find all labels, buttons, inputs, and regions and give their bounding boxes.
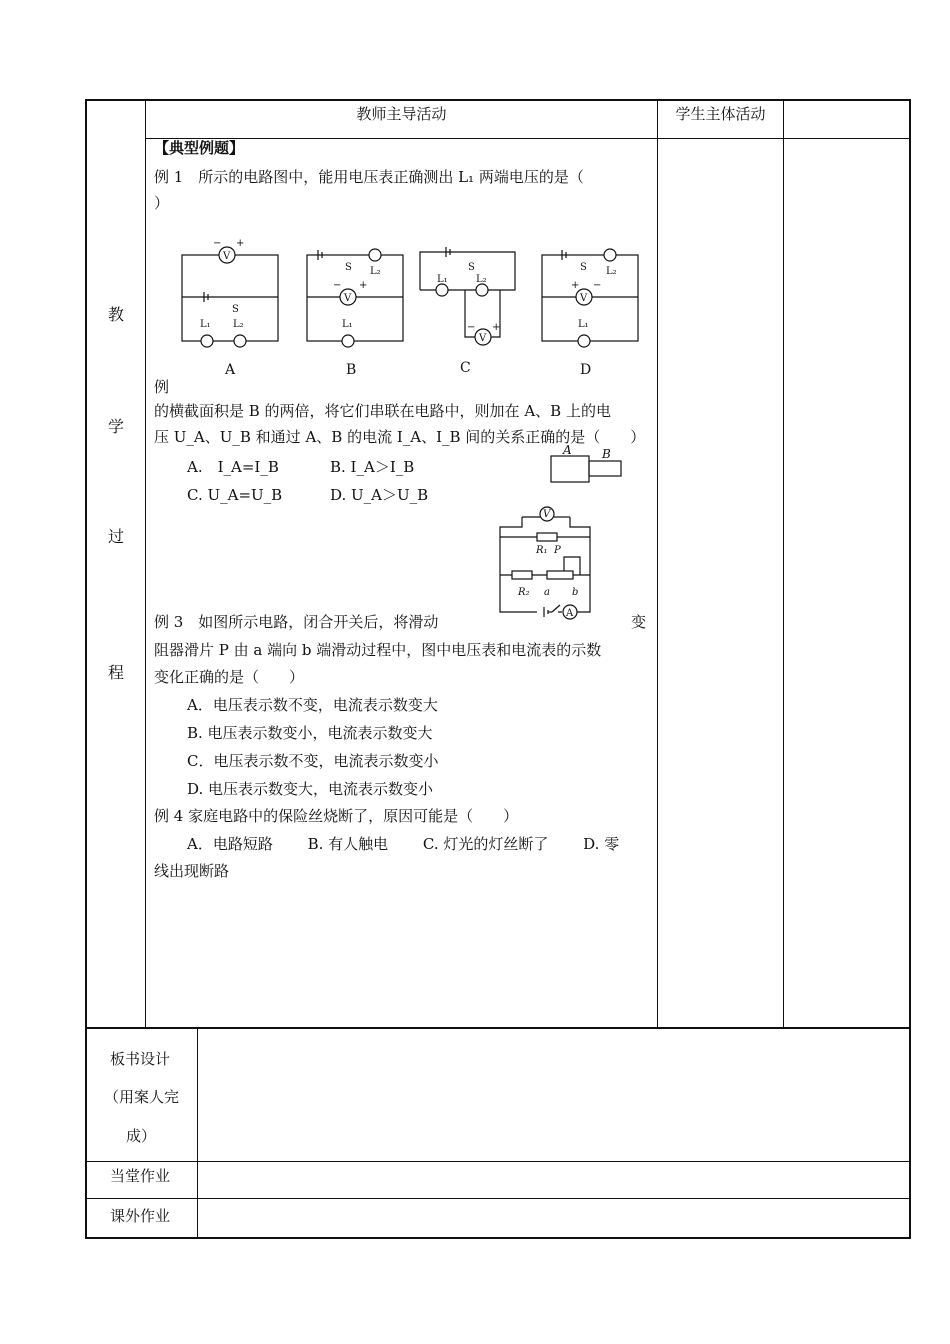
svg-text:−: − (333, 280, 342, 291)
teacher-student-divider (657, 99, 658, 1028)
svg-text:S: S (232, 304, 239, 315)
example-2-question-line-3: 压 U_A、U_B 和通过 A、B 的电流 I_A、I_B 间的关系正确的是（ ） (154, 428, 646, 446)
svg-text:S: S (580, 262, 587, 273)
example-2-option-b: B. I_A＞I_B (330, 458, 415, 476)
svg-text:+: + (571, 280, 580, 291)
side-label-char-1: 教 (108, 305, 125, 324)
header-divider (145, 138, 911, 139)
svg-text:V: V (223, 251, 231, 262)
svg-text:L₁: L₁ (578, 319, 589, 330)
classwork-bottom-divider (85, 1198, 911, 1199)
example-1-question-end: ） (154, 194, 170, 212)
svg-text:+: + (359, 280, 368, 291)
svg-text:+: + (236, 238, 245, 249)
example-3-question-line-3: 变化正确的是（ ） (154, 668, 305, 686)
example-3-option-c: C．电压表示数不变，电流表示数变小 (187, 752, 439, 770)
example-2-label: 例 (154, 378, 170, 396)
svg-text:L₂: L₂ (233, 319, 244, 330)
example-4-question: 例 4 家庭电路中的保险丝烧断了，原因可能是（ ） (154, 807, 519, 825)
circuit-label-b: B (346, 362, 357, 378)
svg-text:L₁: L₁ (342, 319, 353, 330)
section-title: 【典型例题】 (154, 139, 245, 157)
example-4-options-end: 线出现断路 (154, 862, 230, 880)
svg-text:S: S (345, 262, 352, 273)
example-2-option-c: C. U_A=U_B (187, 486, 283, 504)
board-design-label-2: （用案人完 (104, 1088, 180, 1106)
process-bottom-divider (85, 1027, 911, 1029)
svg-text:−: − (467, 322, 476, 333)
example-2-question-line-2: 的横截面积是 B 的两倍，将它们串联在电路中，则加在 A、B 上的电 (154, 402, 611, 420)
teacher-activity-header: 教师主导活动 (356, 105, 447, 123)
example-3-question-line-1-end: 变 (631, 613, 647, 631)
example-4-options: A．电路短路 B. 有人触电 C. 灯光的灯丝断了 D. 零 (187, 835, 620, 853)
side-label-char-2: 学 (108, 417, 125, 436)
example-1-question: 例 1 所示的电路图中，能用电压表正确测出 L₁ 两端电压的是（ (154, 168, 584, 186)
classwork-label: 当堂作业 (110, 1167, 171, 1185)
board-design-label-3: 成） (126, 1127, 157, 1145)
circuit-label-a: A (225, 362, 236, 378)
table-border-top (85, 99, 911, 101)
example-3-circuit (492, 497, 602, 622)
circuit-label-d: D (580, 362, 592, 378)
example-3-option-d: D. 电压表示数变大，电流表示数变小 (187, 780, 434, 798)
bottom-label-divider (197, 1027, 198, 1238)
student-extra-divider (783, 99, 784, 1028)
table-border-left (85, 99, 87, 1239)
svg-text:A: A (563, 443, 572, 457)
homework-label: 课外作业 (110, 1207, 171, 1225)
example-3-question-line-1: 例 3 如图所示电路，闭合开关后，将滑动 (154, 613, 439, 631)
example-1-circuits (170, 230, 650, 380)
conductor-figure (547, 442, 637, 486)
svg-text:L₂: L₂ (370, 266, 381, 277)
svg-text:V: V (479, 333, 487, 344)
side-label-char-3: 过 (108, 527, 125, 546)
table-border-bottom (85, 1237, 911, 1239)
svg-text:V: V (543, 509, 551, 520)
svg-text:L₂: L₂ (476, 274, 487, 285)
side-column-divider (145, 99, 146, 1028)
circuit-a (182, 247, 278, 347)
svg-text:L₁: L₁ (437, 274, 448, 285)
svg-text:a: a (544, 587, 550, 598)
circuit-d (542, 249, 638, 347)
svg-text:b: b (572, 587, 579, 598)
example-3-question-line-2: 阻器滑片 P 由 a 端向 b 端滑动过程中，图中电压表和电流表的示数 (154, 641, 602, 659)
circuit-label-c: C (460, 360, 471, 376)
example-3-option-a: A．电压表示数不变，电流表示数变大 (187, 696, 438, 714)
board-bottom-divider (85, 1161, 911, 1162)
svg-text:B: B (602, 447, 611, 461)
example-2-option-a: A. I_A=I_B (187, 458, 279, 476)
svg-text:L₂: L₂ (606, 266, 617, 277)
example-3-option-b: B. 电压表示数变小，电流表示数变大 (187, 724, 433, 742)
student-activity-header: 学生主体活动 (675, 105, 766, 123)
svg-text:A: A (566, 608, 574, 619)
example-2-option-d: D. U_A＞U_B (330, 486, 429, 504)
svg-text:S: S (468, 262, 475, 273)
svg-text:−: − (213, 238, 222, 249)
side-label-char-4: 程 (108, 663, 125, 682)
svg-text:−: − (593, 280, 602, 291)
svg-text:V: V (344, 293, 352, 304)
svg-text:P: P (554, 545, 561, 556)
circuit-b (307, 249, 403, 347)
svg-text:+: + (492, 322, 501, 333)
svg-text:V: V (580, 293, 588, 304)
svg-text:R₂: R₂ (518, 587, 530, 598)
svg-text:R₁: R₁ (536, 545, 548, 556)
board-design-label: 板书设计 (110, 1050, 171, 1068)
table-border-right (909, 99, 911, 1239)
svg-text:L₁: L₁ (200, 319, 211, 330)
